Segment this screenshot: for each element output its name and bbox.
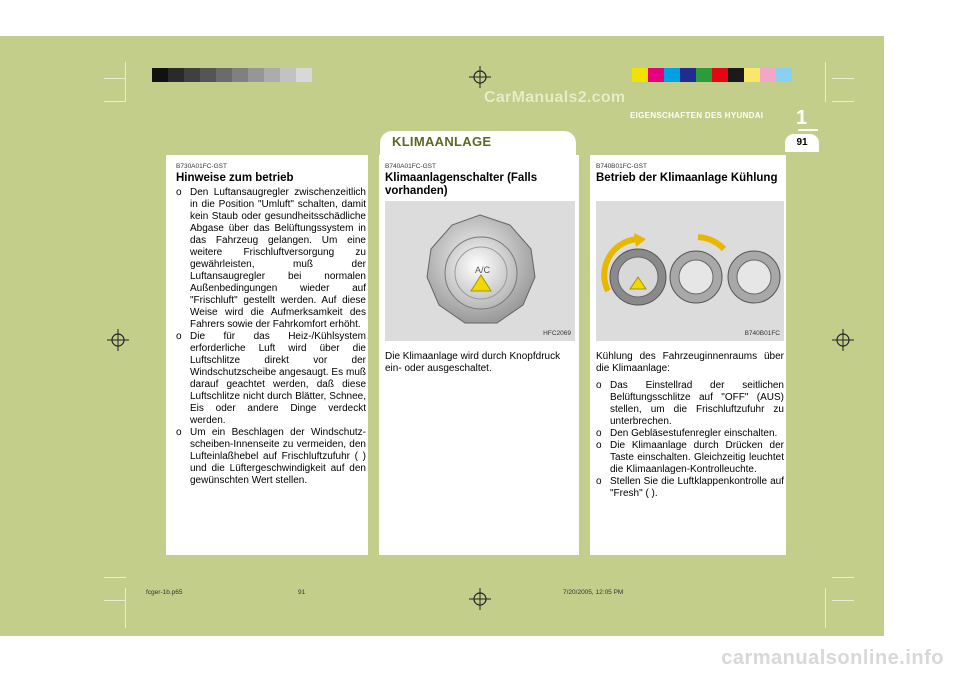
footer-date: 7/20/2005, 12:05 PM xyxy=(563,589,624,596)
color-swatch xyxy=(168,68,184,82)
color-swatch xyxy=(696,68,712,82)
crop-mark xyxy=(832,78,854,79)
figure-label: HFC2069 xyxy=(543,330,571,337)
color-calibration-bar xyxy=(632,68,792,82)
list-item: o Das Einstellrad der seitlichen Belüftungsschlitze auf "OFF" (AUS) stellen, um die Frischluftzufuhr zu unterbrechen. xyxy=(596,380,784,427)
crop-mark xyxy=(825,62,826,102)
site-watermark: carmanualsonline.info xyxy=(721,647,944,669)
footer-page: 91 xyxy=(298,589,306,596)
section-heading: Hinweise zum betrieb xyxy=(176,172,294,184)
color-swatch xyxy=(728,68,744,82)
list-item: o Die Klimaanlage durch Drücken der Taste einschalten. Gleichzeitig leuchtet die Klimaanlagen-Kontrolleuchte. xyxy=(596,440,784,475)
knob-label: A/C xyxy=(475,265,491,275)
crop-mark xyxy=(832,577,854,578)
registration-mark-icon xyxy=(832,329,854,351)
crop-mark xyxy=(832,600,854,601)
crop-mark xyxy=(104,78,126,79)
section-code: B730A01FC-GST xyxy=(176,163,227,170)
registration-mark-icon xyxy=(469,588,491,610)
list-item: o Stellen Sie die Luftklappenkontrolle auf "Fresh" ( ). xyxy=(596,476,784,499)
grayscale-calibration-bar xyxy=(152,68,312,82)
chapter-title: EIGENSCHAFTEN DES HYUNDAI xyxy=(630,111,764,120)
color-swatch xyxy=(264,68,280,82)
list-item: o Um ein Beschlagen der Windschutz-scheiben-Innenseite zu vermeiden, den Lufteinlaßhebel auf Frischluftzufuhr ( ) und die Lüftergeschwindigkeit auf den gewünschten Wert stellen. xyxy=(176,427,366,486)
bullet-list xyxy=(176,187,366,487)
crop-mark xyxy=(104,600,126,601)
color-swatch xyxy=(776,68,792,82)
column-operation-notes xyxy=(166,155,368,555)
crop-mark xyxy=(104,101,126,102)
section-heading: Klimaanlagenschalter (Falls vorhanden) xyxy=(385,172,538,197)
color-swatch xyxy=(760,68,776,82)
color-swatch xyxy=(296,68,312,82)
figure-label: B740B01FC xyxy=(744,330,780,337)
column-ac-switch xyxy=(379,155,579,555)
color-swatch xyxy=(744,68,760,82)
paragraph: Kühlung des Fahrzeuginnenraums über die Klimaanlage: xyxy=(596,351,784,374)
footer-filename: fcger-1b.p65 xyxy=(146,589,183,596)
text-block xyxy=(596,351,784,500)
section-heading: Betrieb der Klimaanlage Kühlung xyxy=(596,172,778,184)
ac-switch-figure xyxy=(385,201,575,341)
crop-mark xyxy=(125,62,126,102)
color-swatch xyxy=(152,68,168,82)
color-swatch xyxy=(712,68,728,82)
climate-controls-figure xyxy=(596,201,784,341)
column-ac-cooling xyxy=(590,155,786,555)
paragraph: Die Klimaanlage wird durch Knopfdruck ein- oder ausgeschaltet. xyxy=(385,351,561,374)
chapter-number: 1 xyxy=(796,107,808,129)
color-swatch xyxy=(200,68,216,82)
chapter-underline xyxy=(798,129,818,131)
section-title: KLIMAANLAGE xyxy=(392,134,492,149)
page-number: 91 xyxy=(785,134,819,152)
registration-mark-icon xyxy=(107,329,129,351)
list-item: o Den Luftansaugregler zwischenzeitlich in die Position "Umluft" schalten, damit kein Staub oder gesundheitsschädliche Abgase über das Belüftungssystem in das Fahrzeug gelangen. Um eine weitere Frischluftversorgung zu gewährleisten, muß der Luftansaugregler bei normalen Außenbedingungen wieder auf "Frischluft" gestellt werden. Auf diese Weise wird die Aufmerksamkeit des Fahrers sowie der Fahrkomfort erhöht. xyxy=(176,187,366,330)
color-swatch xyxy=(680,68,696,82)
color-swatch xyxy=(248,68,264,82)
color-swatch xyxy=(216,68,232,82)
section-code: B740A01FC-GST xyxy=(385,163,436,170)
color-swatch xyxy=(280,68,296,82)
crop-mark xyxy=(125,588,126,628)
color-swatch xyxy=(232,68,248,82)
color-swatch xyxy=(648,68,664,82)
watermark-text: CarManuals2.com xyxy=(484,89,626,106)
crop-mark xyxy=(825,588,826,628)
color-swatch xyxy=(184,68,200,82)
registration-mark-icon xyxy=(469,66,491,88)
color-swatch xyxy=(664,68,680,82)
crop-mark xyxy=(104,577,126,578)
list-item: o Die für das Heiz-/Kühlsystem erforderliche Luft wird über die Luftschlitze direkt vor der Windschutzscheibe angesaugt. Es muß darauf geachtet werden, daß diese Luftschlitze nicht durch Blätter, Schnee, Eis oder andere Dinge verdeckt werden. xyxy=(176,331,366,426)
list-item: o Den Gebläsestufenregler einschalten. xyxy=(596,428,778,439)
climate-knobs-icon xyxy=(596,201,784,341)
crop-mark xyxy=(832,101,854,102)
color-swatch xyxy=(632,68,648,82)
section-code: B740B01FC-GST xyxy=(596,163,647,170)
